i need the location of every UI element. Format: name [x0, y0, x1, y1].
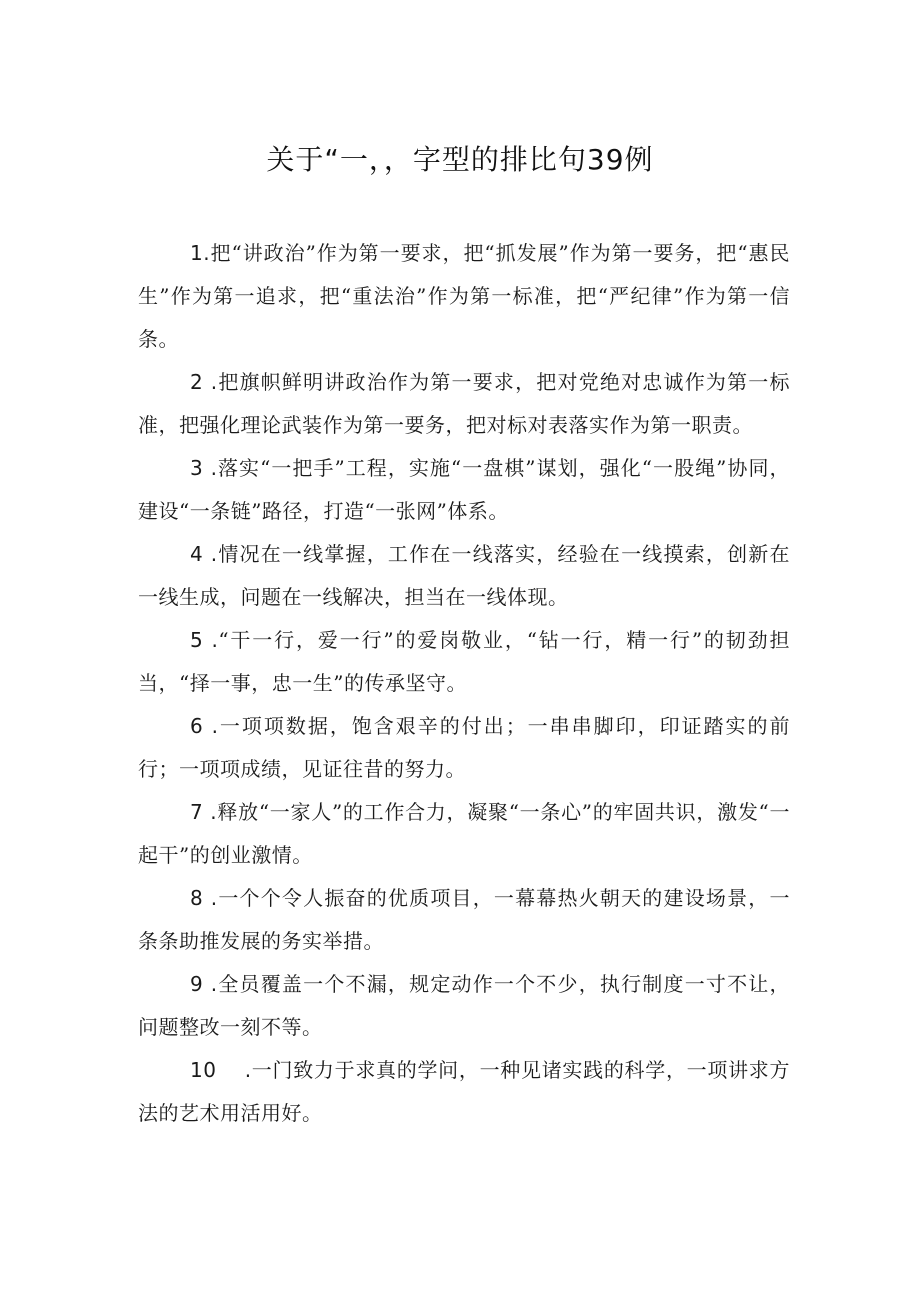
list-item: [138, 877, 790, 963]
list-item: [138, 1049, 790, 1135]
item-number: 8 .: [190, 886, 218, 910]
item-text: 落实“一把手”工程，实施“一盘棋”谋划，强化“一股绳”协同，建设“一条链”路径，打造“一张网”体系。: [138, 456, 790, 523]
item-number: 10 .: [190, 1058, 252, 1082]
list-item: [138, 361, 790, 447]
item-number: 2 .: [190, 370, 218, 394]
item-number: 7 .: [190, 800, 218, 824]
list-item: [138, 963, 790, 1049]
list-item: [138, 791, 790, 877]
item-text: 全员覆盖一个不漏，规定动作一个不少，执行制度一寸不让，问题整改一刻不等。: [138, 972, 790, 1039]
document-title: 关于“一，，字型的排比句39例: [266, 143, 654, 176]
item-text: 一门致力于求真的学问，一种见诸实践的科学，一项讲求方法的艺术用活用好。: [138, 1058, 790, 1125]
list-item: [138, 533, 790, 619]
example-list: [138, 232, 790, 1135]
item-number: 9 .: [190, 972, 218, 996]
item-text: 一个个令人振奋的优质项目，一幕幕热火朝天的建设场景，一条条助推发展的务实举措。: [138, 886, 790, 953]
item-number: 3 .: [190, 456, 218, 480]
item-text: 把旗帜鲜明讲政治作为第一要求，把对党绝对忠诚作为第一标准，把强化理论武装作为第一要务，把对标对表落实作为第一职责。: [138, 370, 790, 437]
list-item: [138, 705, 790, 791]
list-item: [138, 619, 790, 705]
item-text: 释放“一家人”的工作合力，凝聚“一条心”的牢固共识，激发“一起干”的创业激情。: [138, 800, 790, 867]
item-text: “干一行，爱一行”的爱岗敬业，“钻一行，精一行”的韧劲担当，“择一事，忠一生”的传承坚守。: [138, 628, 790, 695]
item-text: 一项项数据，饱含艰辛的付出；一串串脚印，印证踏实的前行；一项项成绩，见证往昔的努力。: [138, 714, 791, 781]
item-number: 4 .: [190, 542, 218, 566]
item-number: 1.: [190, 241, 211, 265]
item-text: 把“讲政治”作为第一要求，把“抓发展”作为第一要务，把“惠民生”作为第一追求，把“重法治”作为第一标准，把“严纪律”作为第一信条。: [138, 241, 790, 351]
item-number: 5 .: [190, 628, 219, 652]
item-number: 6 .: [190, 714, 219, 738]
item-text: 情况在一线掌握，工作在一线落实，经验在一线摸索，创新在一线生成，问题在一线解决，担当在一线体现。: [138, 542, 790, 609]
list-item: [138, 232, 790, 361]
list-item: [138, 447, 790, 533]
